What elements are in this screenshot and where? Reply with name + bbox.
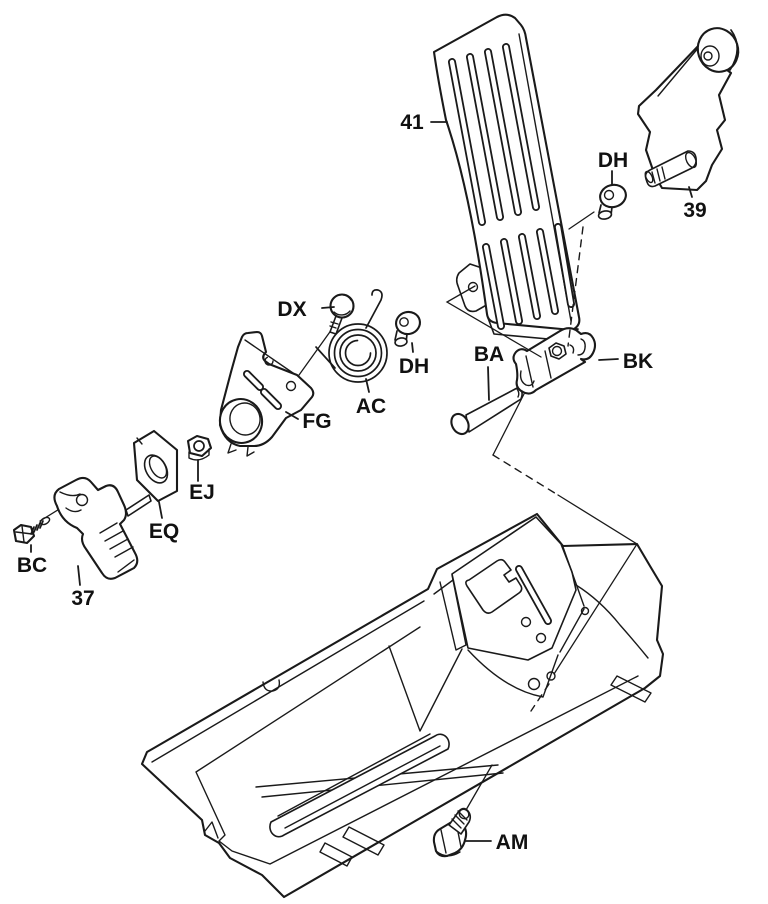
grommet-dh-mid-drawing: [394, 309, 423, 347]
label-screw-dx: DX: [277, 298, 307, 321]
grommet-dh-top-drawing: [598, 182, 629, 220]
label-pin-ba: BA: [473, 343, 505, 366]
pedal-41-drawing: [434, 15, 579, 341]
label-roller-bracket-39: 39: [683, 199, 707, 222]
roller-bracket-39-drawing: [638, 23, 744, 190]
label-grommet-dh-mid: DH: [398, 355, 430, 378]
label-bracket-fg: FG: [302, 410, 332, 433]
clamp-bk-drawing: [514, 328, 596, 393]
bracket-fg-drawing: [216, 332, 313, 456]
label-sensor-37: 37: [71, 587, 95, 610]
label-spring-ac: AC: [355, 395, 387, 418]
plate-eq-drawing: [126, 431, 177, 516]
pin-ba-drawing: [448, 387, 522, 437]
nut-ej-drawing: [188, 436, 211, 460]
label-screw-am: AM: [495, 831, 529, 854]
label-bolt-bc: BC: [16, 554, 48, 577]
floor-panel-drawing: [142, 514, 663, 897]
label-clamp-bk: BK: [622, 350, 654, 373]
sensor-37-drawing: [54, 478, 137, 579]
label-grommet-dh-top: DH: [597, 149, 629, 172]
label-pedal-41: 41: [400, 111, 424, 134]
label-nut-ej: EJ: [189, 481, 215, 504]
label-plate-eq: EQ: [148, 520, 180, 543]
screw-am-drawing: [434, 807, 471, 856]
